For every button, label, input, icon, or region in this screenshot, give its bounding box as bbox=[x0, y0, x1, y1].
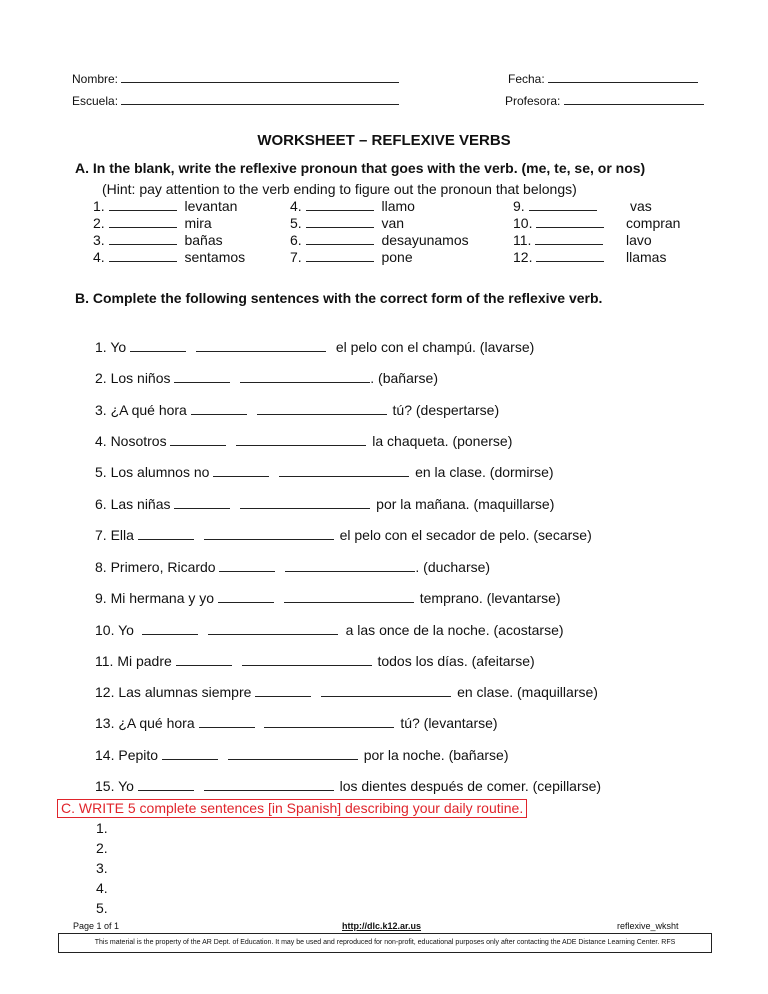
verb-blank[interactable] bbox=[208, 623, 338, 635]
pronoun-blank[interactable] bbox=[529, 199, 597, 211]
verb-blank[interactable] bbox=[236, 434, 366, 446]
sentence-item[interactable] bbox=[95, 778, 601, 794]
section-b-instruction: B. Complete the following sentences with the correct form of the reflexive verb. bbox=[75, 290, 603, 306]
pronoun-blank[interactable] bbox=[306, 250, 374, 262]
sentence-prefix: 6. Las niñas bbox=[95, 496, 171, 512]
item-number: 4. bbox=[93, 249, 105, 265]
sentence-item[interactable] bbox=[95, 527, 592, 543]
verb-blank[interactable] bbox=[285, 560, 415, 572]
verb-blank[interactable] bbox=[264, 716, 394, 728]
item-verb: llamo bbox=[381, 198, 415, 214]
sentence-prefix: 14. Pepito bbox=[95, 747, 159, 763]
verb-blank[interactable] bbox=[257, 403, 387, 415]
section-a-item[interactable] bbox=[93, 198, 237, 214]
item-number: 9. bbox=[513, 198, 525, 214]
item-number: 2. bbox=[93, 215, 105, 231]
sentence-suffix: . (bañarse) bbox=[370, 370, 438, 386]
item-number: 5. bbox=[290, 215, 302, 231]
section-a-item[interactable] bbox=[513, 198, 597, 214]
footer-url-link[interactable]: http://dlc.k12.ar.us bbox=[342, 921, 422, 931]
sentence-prefix: 1. Yo bbox=[95, 339, 127, 355]
item-number: 6. bbox=[290, 232, 302, 248]
pronoun-blank[interactable] bbox=[536, 216, 604, 228]
pronoun-blank[interactable] bbox=[213, 465, 269, 477]
document-id: reflexive_wksht bbox=[617, 921, 679, 931]
sentence-suffix: todos los días. (afeitarse) bbox=[377, 653, 535, 669]
section-a-item[interactable] bbox=[290, 249, 413, 265]
sentence-item[interactable] bbox=[95, 747, 509, 763]
item-verb: llamas bbox=[626, 249, 667, 265]
verb-blank[interactable] bbox=[204, 779, 334, 791]
pronoun-blank[interactable] bbox=[306, 199, 374, 211]
sentence-item[interactable] bbox=[95, 715, 498, 731]
pronoun-blank[interactable] bbox=[130, 340, 186, 352]
sentence-prefix: 13. ¿A qué hora bbox=[95, 715, 195, 731]
item-number: 3. bbox=[93, 232, 105, 248]
page-number: Page 1 of 1 bbox=[73, 921, 120, 931]
section-c-instruction: C. WRITE 5 complete sentences [in Spanish] describing your daily routine. bbox=[57, 799, 527, 818]
sentence-prefix: 15. Yo bbox=[95, 778, 134, 794]
item-verb: sentamos bbox=[184, 249, 246, 265]
pronoun-blank[interactable] bbox=[199, 716, 255, 728]
pronoun-blank[interactable] bbox=[535, 233, 603, 245]
sentence-item[interactable] bbox=[95, 433, 512, 449]
sentence-item[interactable] bbox=[95, 622, 564, 638]
nombre-field[interactable] bbox=[72, 71, 399, 86]
item-verb: bañas bbox=[184, 232, 223, 248]
fecha-label: Fecha: bbox=[508, 72, 545, 86]
sentence-item[interactable] bbox=[95, 464, 554, 480]
pronoun-blank[interactable] bbox=[138, 528, 194, 540]
item-verb: mira bbox=[184, 215, 212, 231]
item-verb: lavo bbox=[626, 232, 652, 248]
sentence-item[interactable] bbox=[95, 653, 535, 669]
sentence-suffix: por la noche. (bañarse) bbox=[363, 747, 509, 763]
item-number: 1. bbox=[93, 198, 105, 214]
nombre-label: Nombre: bbox=[72, 72, 119, 86]
item-number: 11. bbox=[513, 232, 532, 248]
verb-blank[interactable] bbox=[321, 685, 451, 697]
sentence-suffix: en clase. (maquillarse) bbox=[457, 684, 598, 700]
sentence-prefix: 9. Mi hermana y yo bbox=[95, 590, 215, 606]
legal-notice: This material is the property of the AR Dept. of Education. It may be used and reproduced for non-profit, educational purposes only after contacting the ADE Distance Learning Center. RFS bbox=[58, 933, 712, 953]
item-verb: van bbox=[381, 215, 405, 231]
verb-blank[interactable] bbox=[242, 654, 372, 666]
pronoun-blank[interactable] bbox=[138, 779, 194, 791]
sentence-suffix: tú? (despertarse) bbox=[392, 402, 500, 418]
section-a-item[interactable] bbox=[93, 232, 223, 248]
routine-line-5[interactable]: 5. bbox=[96, 900, 108, 916]
verb-blank[interactable] bbox=[204, 528, 334, 540]
section-a-item[interactable] bbox=[513, 215, 604, 231]
item-verb: levantan bbox=[184, 198, 238, 214]
sentence-suffix: a las once de la noche. (acostarse) bbox=[345, 622, 564, 638]
item-number: 7. bbox=[290, 249, 302, 265]
verb-blank[interactable] bbox=[240, 371, 370, 383]
sentence-item[interactable] bbox=[95, 559, 490, 575]
pronoun-blank[interactable] bbox=[109, 233, 177, 245]
verb-blank[interactable] bbox=[284, 591, 414, 603]
sentence-item[interactable] bbox=[95, 684, 598, 700]
sentence-item[interactable] bbox=[95, 590, 561, 606]
pronoun-blank[interactable] bbox=[536, 250, 604, 262]
routine-line-4[interactable]: 4. bbox=[96, 880, 108, 896]
fecha-field[interactable] bbox=[508, 71, 698, 86]
pronoun-blank[interactable] bbox=[109, 199, 177, 211]
pronoun-blank[interactable] bbox=[174, 497, 230, 509]
section-a-item[interactable] bbox=[290, 232, 469, 248]
item-verb: vas bbox=[630, 198, 652, 214]
pronoun-blank[interactable] bbox=[306, 216, 374, 228]
pronoun-blank[interactable] bbox=[218, 591, 274, 603]
profesora-field[interactable] bbox=[505, 93, 704, 108]
sentence-prefix: 5. Los alumnos no bbox=[95, 464, 210, 480]
sentence-item[interactable] bbox=[95, 496, 554, 512]
escuela-blank[interactable] bbox=[121, 93, 399, 105]
item-number: 10. bbox=[513, 215, 533, 231]
section-a-item[interactable] bbox=[290, 215, 404, 231]
escuela-label: Escuela: bbox=[72, 94, 119, 108]
pronoun-blank[interactable] bbox=[109, 250, 177, 262]
sentence-suffix: en la clase. (dormirse) bbox=[415, 464, 554, 480]
verb-blank[interactable] bbox=[279, 465, 409, 477]
sentence-prefix: 2. Los niños bbox=[95, 370, 171, 386]
worksheet-title: WORKSHEET – REFLEXIVE VERBS bbox=[257, 132, 511, 149]
sentence-prefix: 7. Ella bbox=[95, 527, 134, 543]
pronoun-blank[interactable] bbox=[170, 434, 226, 446]
sentence-suffix: el pelo con el champú. (lavarse) bbox=[335, 339, 535, 355]
item-verb: pone bbox=[381, 249, 413, 265]
section-a-item[interactable] bbox=[290, 198, 415, 214]
pronoun-blank[interactable] bbox=[162, 748, 218, 760]
pronoun-blank[interactable] bbox=[219, 560, 275, 572]
pronoun-blank[interactable] bbox=[191, 403, 247, 415]
escuela-field[interactable] bbox=[72, 93, 399, 108]
pronoun-blank[interactable] bbox=[255, 685, 311, 697]
sentence-suffix: tú? (levantarse) bbox=[400, 715, 498, 731]
sentence-suffix: la chaqueta. (ponerse) bbox=[372, 433, 513, 449]
pronoun-blank[interactable] bbox=[174, 371, 230, 383]
item-number: 4. bbox=[290, 198, 302, 214]
profesora-label: Profesora: bbox=[505, 94, 561, 108]
nombre-blank[interactable] bbox=[121, 71, 399, 83]
item-number: 12. bbox=[513, 249, 533, 265]
sentence-suffix: temprano. (levantarse) bbox=[419, 590, 561, 606]
sentence-prefix: 11. Mi padre bbox=[95, 653, 172, 669]
sentence-item[interactable] bbox=[95, 339, 534, 355]
profesora-blank[interactable] bbox=[564, 93, 704, 105]
section-a-instruction: A. In the blank, write the reflexive pronoun that goes with the verb. (me, te, se, or nos) bbox=[75, 160, 646, 176]
section-a-hint: (Hint: pay attention to the verb ending to figure out the pronoun that belongs) bbox=[102, 181, 577, 197]
pronoun-blank[interactable] bbox=[109, 216, 177, 228]
sentence-suffix: por la mañana. (maquillarse) bbox=[376, 496, 555, 512]
pronoun-blank[interactable] bbox=[306, 233, 374, 245]
sentence-suffix: los dientes después de comer. (cepillarse) bbox=[339, 778, 602, 794]
pronoun-blank[interactable] bbox=[176, 654, 232, 666]
sentence-prefix: 4. Nosotros bbox=[95, 433, 167, 449]
section-a-item[interactable] bbox=[513, 232, 603, 248]
routine-line-2[interactable]: 2. bbox=[96, 840, 108, 856]
routine-line-1[interactable]: 1. bbox=[96, 820, 108, 836]
sentence-prefix: 12. Las alumnas siempre bbox=[95, 684, 252, 700]
sentence-suffix: . (ducharse) bbox=[415, 559, 491, 575]
sentence-prefix: 10. Yo bbox=[95, 622, 138, 638]
sentence-prefix: 8. Primero, Ricardo bbox=[95, 559, 216, 575]
verb-blank[interactable] bbox=[228, 748, 358, 760]
sentence-item[interactable] bbox=[95, 402, 499, 418]
section-a-item[interactable] bbox=[513, 249, 604, 265]
section-a-item[interactable] bbox=[93, 215, 212, 231]
item-verb: desayunamos bbox=[381, 232, 469, 248]
sentence-suffix: el pelo con el secador de pelo. (secarse) bbox=[339, 527, 592, 543]
item-verb: compran bbox=[626, 215, 681, 231]
pronoun-blank[interactable] bbox=[142, 623, 198, 635]
verb-blank[interactable] bbox=[240, 497, 370, 509]
fecha-blank[interactable] bbox=[548, 71, 698, 83]
sentence-prefix: 3. ¿A qué hora bbox=[95, 402, 187, 418]
section-a-item[interactable] bbox=[93, 249, 245, 265]
verb-blank[interactable] bbox=[196, 340, 326, 352]
routine-line-3[interactable]: 3. bbox=[96, 860, 108, 876]
sentence-item[interactable] bbox=[95, 370, 438, 386]
